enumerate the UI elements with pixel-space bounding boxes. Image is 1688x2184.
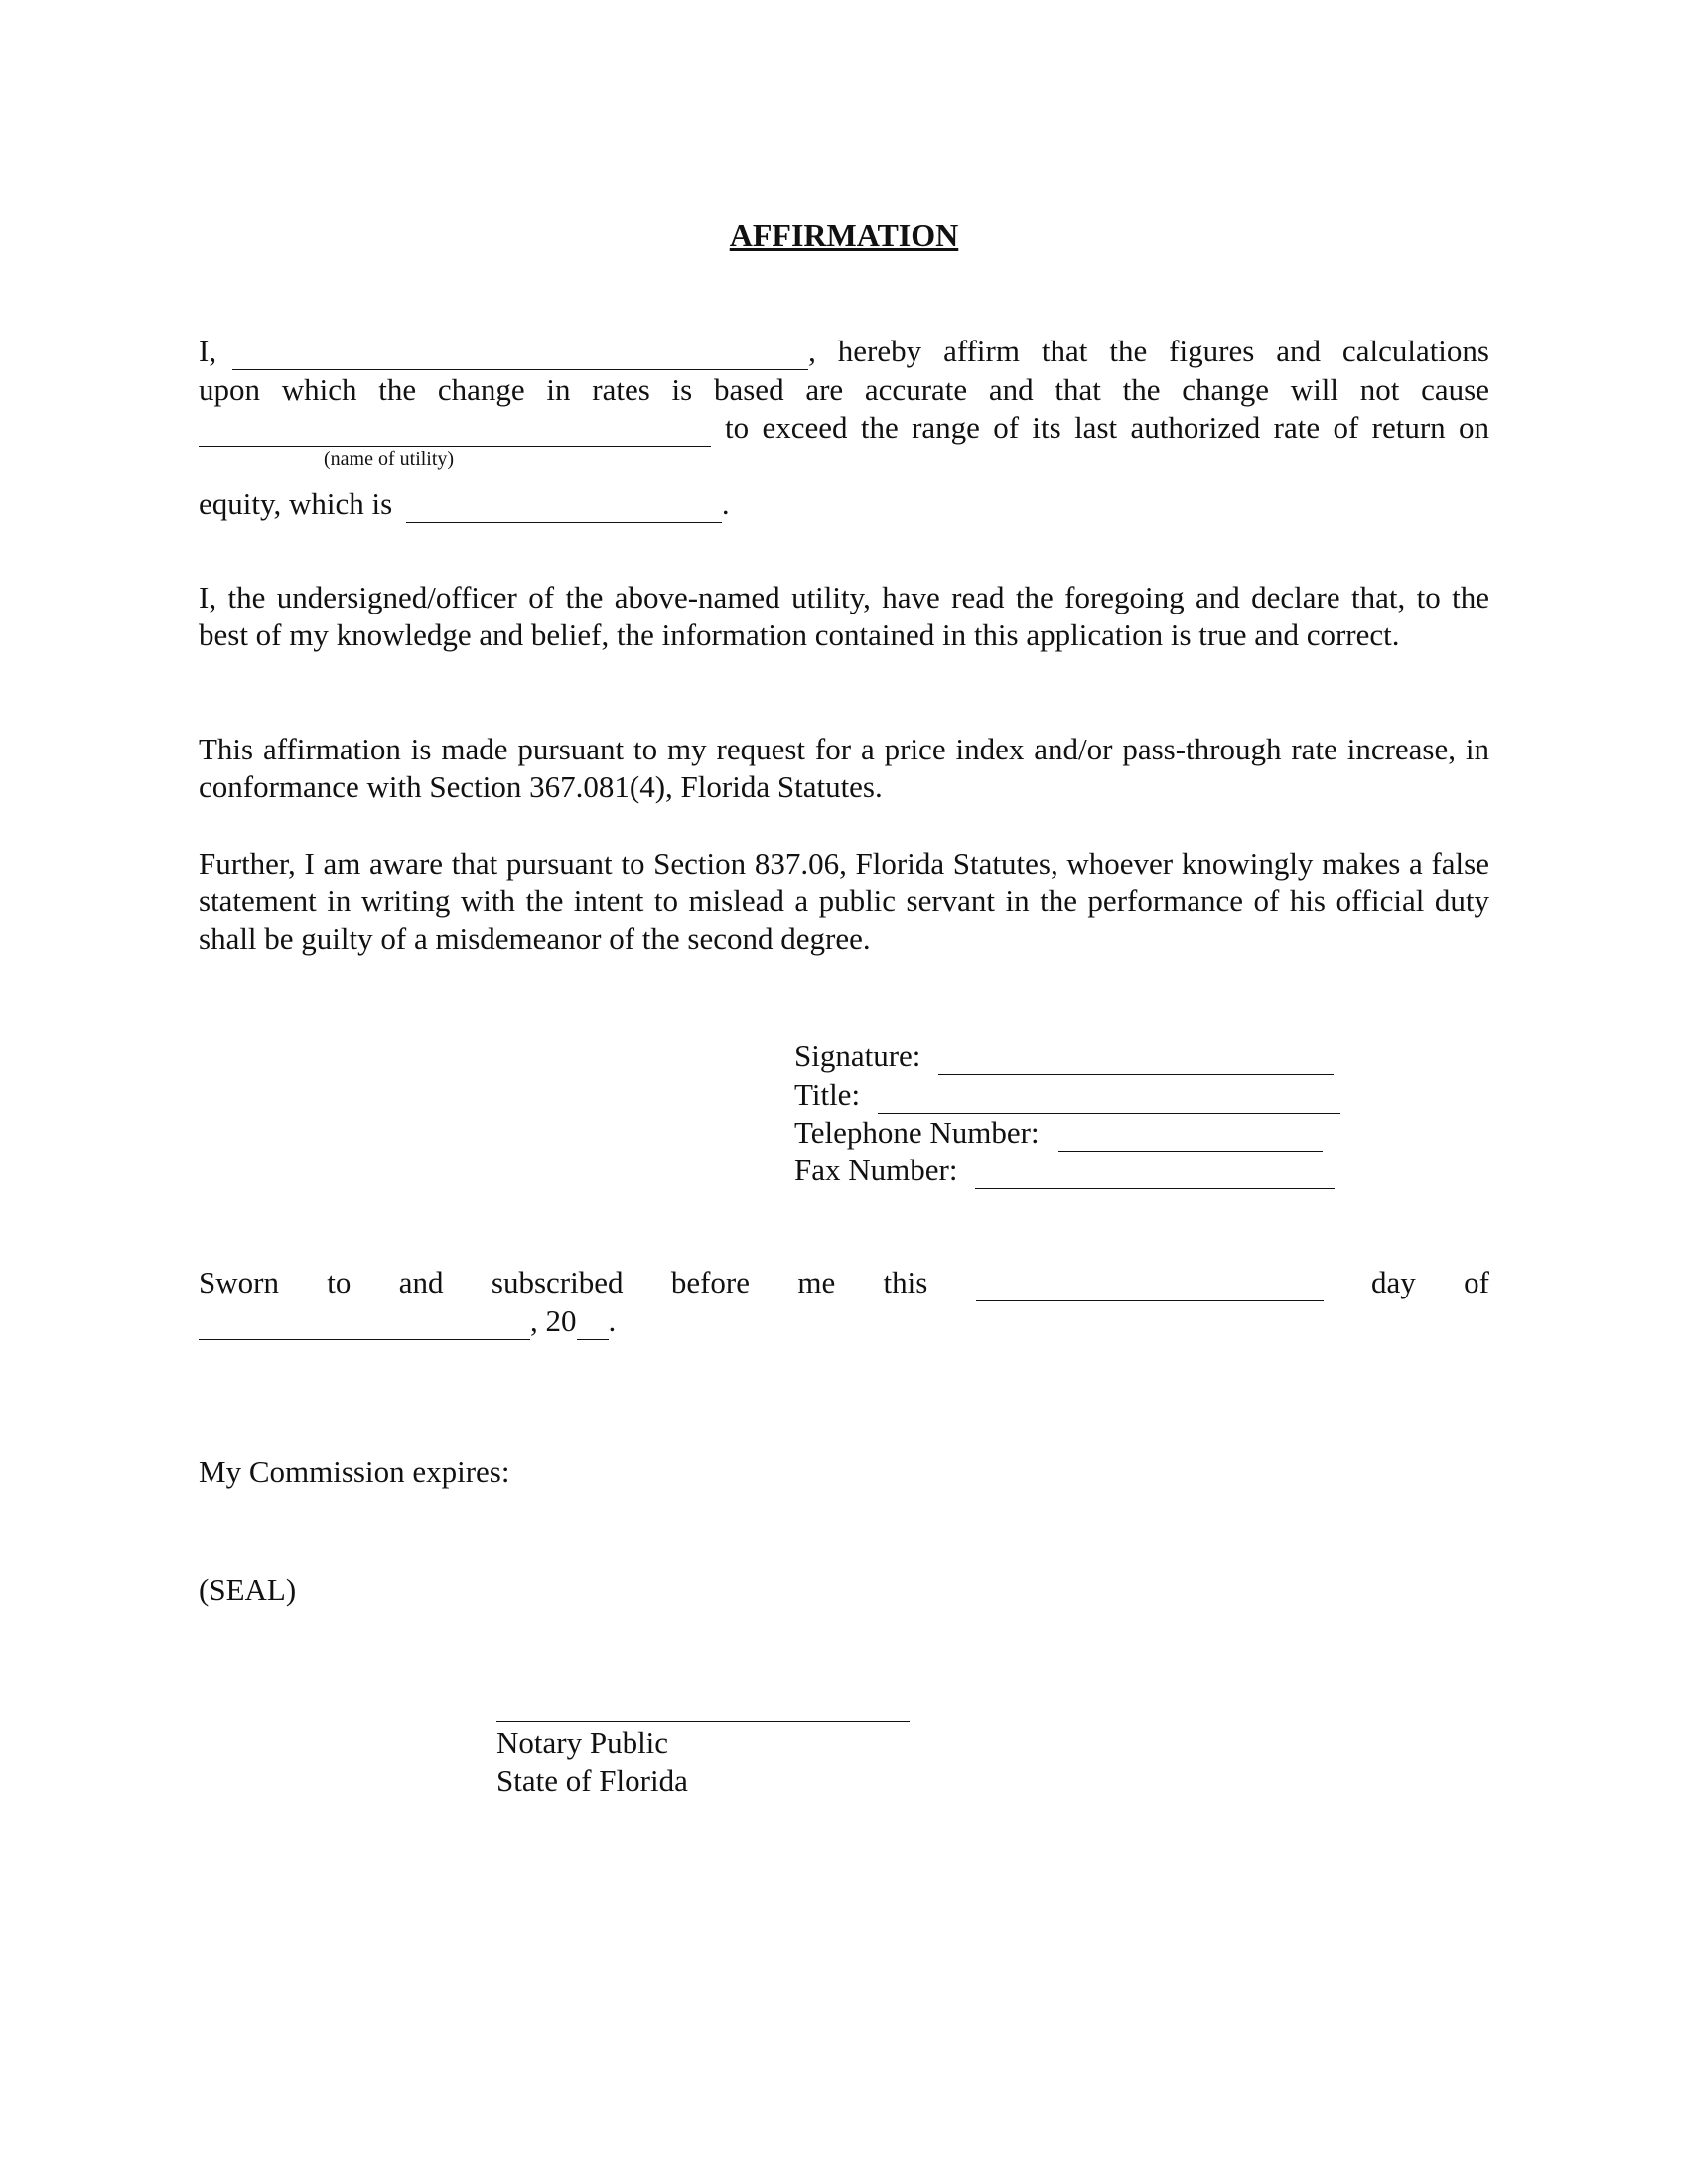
affirm-line-1-text: , hereby affirm that the figures and calculations bbox=[808, 334, 1489, 368]
signature-field[interactable] bbox=[938, 1042, 1334, 1075]
sworn-word: this bbox=[883, 1265, 928, 1299]
sworn-day-field[interactable] bbox=[976, 1269, 1324, 1301]
pursuant-paragraph: This affirmation is made pursuant to my request for a price index and/or pass-through rate increase, in conformance with Section 367.081(4), Florida Statutes. bbox=[199, 732, 1489, 804]
notary-state: State of Florida bbox=[496, 1763, 688, 1798]
sworn-line-2 bbox=[199, 1302, 1489, 1340]
commission-expires: My Commission expires: bbox=[199, 1454, 510, 1489]
sworn-word: to bbox=[327, 1265, 352, 1299]
seal-placeholder: (SEAL) bbox=[199, 1572, 297, 1607]
sworn-day-label: day bbox=[1371, 1265, 1416, 1299]
false-statement-paragraph: Further, I am aware that pursuant to Section 837.06, Florida Statutes, whoever knowingly makes a false statement in writing with the intent to mislead a public servant in the performance of his official duty shall be guilty of a misdemeanor of the second degree. bbox=[199, 846, 1489, 956]
affirm-line-3 bbox=[199, 409, 1489, 447]
signature-row bbox=[794, 1037, 1334, 1075]
sworn-word: and bbox=[398, 1265, 444, 1299]
sworn-line-1 bbox=[199, 1264, 1489, 1301]
sworn-word: subscribed bbox=[491, 1265, 624, 1299]
sworn-word: Sworn bbox=[199, 1265, 279, 1299]
telephone-label: Telephone Number: bbox=[794, 1115, 1040, 1150]
telephone-row bbox=[794, 1114, 1323, 1152]
affirm-line-4 bbox=[199, 485, 1489, 523]
sworn-year-prefix: , 20 bbox=[530, 1303, 577, 1338]
equity-label: equity, which is bbox=[199, 486, 393, 521]
signature-label: Signature: bbox=[794, 1038, 921, 1073]
declaration-paragraph: I, the undersigned/officer of the above-named utility, have read the foregoing and declare that, to the best of my knowledge and belief, the information contained in this application is true and correct. bbox=[199, 580, 1489, 652]
title-field[interactable] bbox=[878, 1081, 1340, 1114]
title-label: Title: bbox=[794, 1077, 861, 1112]
sworn-word: before bbox=[670, 1265, 750, 1299]
sworn-of-label: of bbox=[1464, 1265, 1489, 1299]
utility-name-caption: (name of utility) bbox=[324, 448, 455, 470]
affiant-name-field[interactable] bbox=[232, 338, 808, 370]
sworn-year-field[interactable] bbox=[577, 1307, 609, 1340]
sworn-year-suffix: . bbox=[608, 1303, 617, 1338]
notary-title: Notary Public bbox=[496, 1725, 669, 1760]
notary-block bbox=[496, 1690, 910, 1800]
fax-label: Fax Number: bbox=[794, 1153, 958, 1187]
notary-signature-field[interactable] bbox=[496, 1690, 910, 1722]
affirm-prefix: I, bbox=[199, 334, 217, 368]
page-title: AFFIRMATION bbox=[729, 217, 959, 253]
affirm-line-2: upon which the change in rates is based are accurate and that the change will not cause bbox=[199, 372, 1489, 407]
sworn-month-field[interactable] bbox=[199, 1307, 530, 1340]
fax-row bbox=[794, 1152, 1335, 1189]
fax-field[interactable] bbox=[975, 1157, 1335, 1189]
utility-name-field[interactable] bbox=[199, 414, 711, 447]
title-row bbox=[794, 1076, 1340, 1114]
affirm-line-3-text: to exceed the range of its last authorized rate of return on bbox=[725, 410, 1489, 445]
telephone-field[interactable] bbox=[1058, 1119, 1323, 1152]
affirm-line-1 bbox=[199, 333, 1489, 370]
equity-period: . bbox=[721, 486, 730, 521]
sworn-word: me bbox=[797, 1265, 836, 1299]
rate-of-return-field[interactable] bbox=[406, 490, 722, 523]
